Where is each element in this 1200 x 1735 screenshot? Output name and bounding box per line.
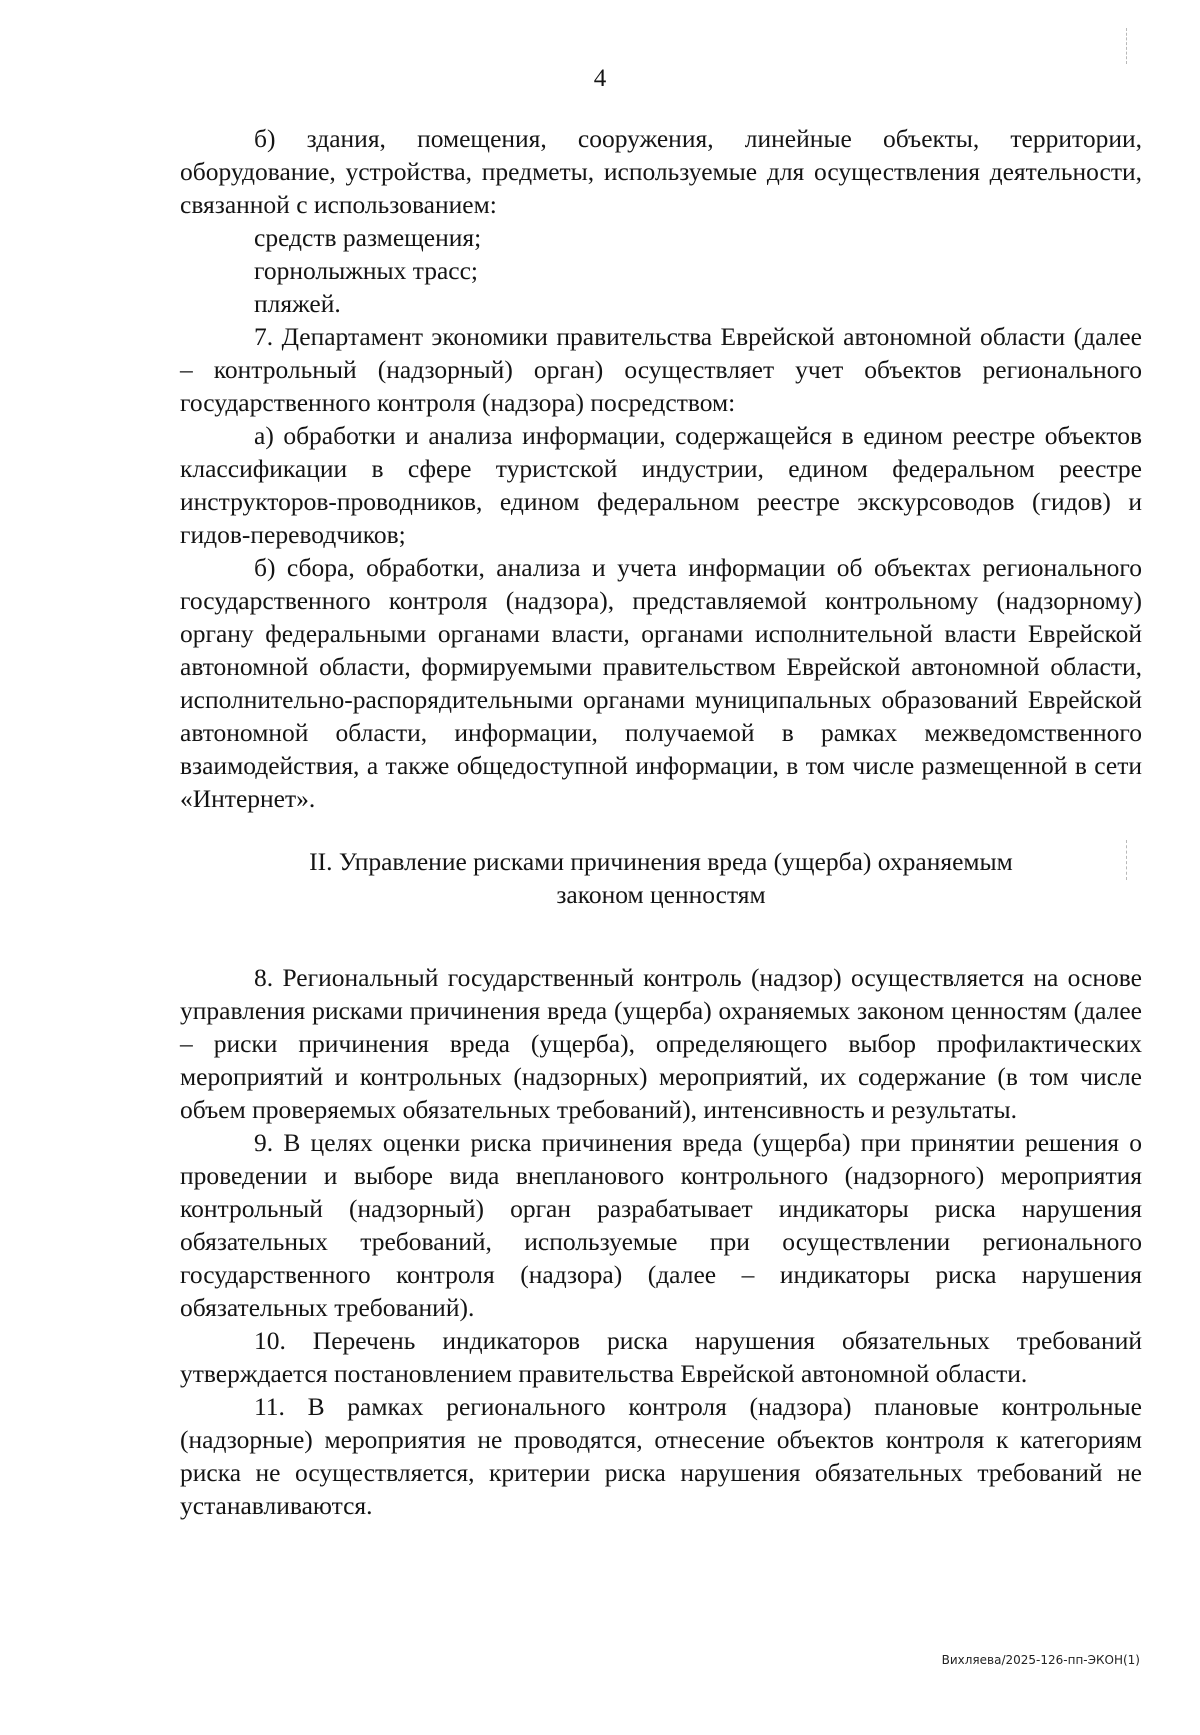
list-item-ski-slopes: горнолыжных трасс; (254, 256, 479, 285)
paragraph-objects-buildings: б) здания, помещения, сооружения, линейные объекты, территории, оборудование, устройства, предметы, используемые для осуществления деятельности, связанной с использованием: (180, 124, 1142, 219)
page-number: 4 (593, 65, 607, 92)
list-item-accommodation: средств размещения; (254, 223, 482, 252)
paragraph-7a: а) обработки и анализа информации, содержащейся в едином реестре объектов классификации в сфере туристской индустрии, едином федеральном реестре инструкторов-проводников, едином федеральном реестре экскурсоводов (гидов) и гидов-переводчиков; (180, 421, 1142, 549)
document-body (180, 122, 1142, 1522)
scan-artifact-top (1126, 28, 1128, 64)
footer-document-code: Вихляева/2025-126-пп-ЭКОН(1) (941, 1653, 1140, 1667)
paragraph-8: 8. Региональный государственный контроль (надзор) осуществляется на основе управления рисками причинения вреда (ущерба) охраняемых законом ценностям (далее – риски причинения вреда (ущерба), определяющего выбор профилактических мероприятий и контрольных (надзорных) мероприятий, их содержание (в том числе объем проверяемых обязательных требований), интенсивность и результаты. (180, 963, 1142, 1124)
paragraph-7: 7. Департамент экономики правительства Еврейской автономной области (далее – контрольный (надзорный) орган) осуществляет учет объектов регионального государственного контроля (надзора) посредством: (180, 322, 1142, 417)
paragraph-11: 11. В рамках регионального контроля (надзора) плановые контрольные (надзорные) мероприятия не проводятся, отнесение объектов контроля к категориям риска не осуществляется, критерии риска нарушения обязательных требований не устанавливаются. (180, 1392, 1142, 1520)
paragraph-9: 9. В целях оценки риска причинения вреда (ущерба) при принятии решения о проведении и выборе вида внепланового контрольного (надзорного) мероприятия контрольный (надзорный) орган разрабатывает индикаторы риска нарушения обязательных требований, используемые при осуществлении регионального государственного контроля (надзора) (далее – индикаторы риска нарушения обязательных требований). (180, 1128, 1142, 1322)
section-heading (180, 845, 1142, 911)
paragraph-7b: б) сбора, обработки, анализа и учета информации об объектах регионального государственного контроля (надзора), представляемой контрольному (надзорному) органу федеральными органами власти, органами исполнительной власти Еврейской автономной области, формируемыми правительством Еврейской автономной области, исполнительно-распорядительными органами муниципальных образований Еврейской автономной области, информации, получаемой в рамках межведомственного взаимодействия, а также общедоступной информации, в том числе размещенной в сети «Интернет». (180, 553, 1142, 813)
paragraph-10: 10. Перечень индикаторов риска нарушения обязательных требований утверждается постановлением правительства Еврейской автономной области. (180, 1326, 1142, 1388)
section-heading-line2: законом ценностям (556, 880, 766, 909)
list-item-beaches: пляжей. (254, 289, 341, 318)
section-heading-line1: II. Управление рисками причинения вреда (ущерба) охраняемым (309, 847, 1013, 876)
